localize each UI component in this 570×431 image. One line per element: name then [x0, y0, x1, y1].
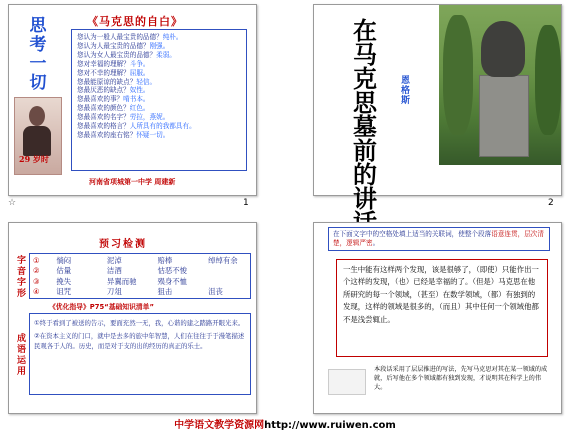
qa-answer: 屈服。	[129, 68, 150, 77]
qa-question: 您最能原谅的缺点？	[77, 77, 137, 86]
slide-title: 预习检测	[99, 239, 147, 250]
word-cell: 殒身不恤	[157, 276, 188, 286]
qa-question: 您最喜欢的事？	[77, 95, 124, 104]
qa-line	[77, 69, 243, 78]
word-cell: 诅咒	[56, 287, 72, 297]
word-cell	[208, 266, 247, 276]
word-cell: 异翼而驰	[106, 276, 137, 286]
word-cell: ④	[33, 287, 40, 297]
slide-thumbnail-2[interactable]	[313, 4, 562, 213]
reference-note: 《优化指导》P75“基础知识清单”	[49, 303, 154, 311]
qa-question: 您认为女人最宝贵的品德？	[77, 50, 157, 59]
word-cell: 赔棒	[157, 256, 173, 265]
word-cell: 泥淖	[106, 256, 122, 265]
qa-question: 您认为人最宝贵的品德？	[77, 41, 150, 50]
qa-question: 您最喜欢的颜色？	[77, 104, 130, 113]
slide-title: 在马克思墓前的讲	[353, 16, 377, 213]
qa-question: 您认为一般人最宝贵的品德？	[77, 33, 163, 41]
qa-answer: 人所具有的我都具有。	[129, 122, 196, 131]
qa-line	[77, 113, 243, 122]
word-cell: ①	[33, 256, 40, 265]
tomb-bust	[481, 21, 525, 77]
word-row	[33, 287, 247, 297]
word-cell: 挽失	[56, 276, 72, 286]
idiom-paragraph: ②在资本主义的门口，就中是去多的旅中年智慧，人们在往往于于漫笔描述民观各于人的。历史，而是对于支的出的经历的真正的乐士。	[34, 332, 245, 350]
portrait-body	[23, 126, 51, 156]
star-icon: ☆	[8, 198, 17, 208]
word-row	[33, 256, 247, 266]
qa-answer: 劳拉，燕妮。	[129, 113, 170, 122]
qa-box	[71, 29, 247, 171]
qa-line	[77, 86, 243, 95]
slide-title: 《马克思的自白》	[87, 15, 183, 28]
slide-thumbnail-1[interactable]	[8, 4, 257, 196]
slide-number-1: 1	[243, 198, 249, 208]
qa-answer: 柔弱。	[156, 50, 176, 59]
word-row	[33, 266, 247, 276]
slide-thumbnail-4[interactable]	[313, 222, 562, 414]
qa-line	[77, 104, 243, 113]
word-cell: 狙击	[157, 287, 173, 297]
instruction-text: 在下面文字中的空格处填上适当的关联词，使整个段落	[333, 230, 492, 238]
qa-answer: 纯朴。	[162, 33, 183, 41]
qa-line	[77, 33, 243, 42]
idiom-paragraph: ①终于看到了被送的告示，要面充然一无，我，心谐的建之踏路开眼光来。	[34, 319, 245, 327]
side-label-idioms: 成语运用	[15, 333, 25, 377]
word-cell: 估量	[56, 266, 72, 276]
pin-image	[328, 369, 366, 395]
qa-answer: 奴性。	[129, 86, 150, 95]
word-cell: ②	[33, 266, 40, 276]
photo-caption: 29 岁时	[19, 154, 49, 164]
tomb-stone	[479, 75, 529, 157]
qa-question: 您最喜欢的格言？	[77, 122, 130, 131]
qa-line	[77, 122, 243, 131]
qa-question: 您最厌恶的缺点？	[77, 86, 130, 95]
slide-thumbnail-3[interactable]	[8, 222, 257, 414]
qa-answer: 刚强。	[149, 41, 170, 50]
word-row	[33, 277, 247, 287]
word-cell: 惝闷	[56, 256, 72, 265]
slide-footer: 河南省项城第一中学 周建新	[89, 178, 176, 186]
site-url: http://www.ruiwen.com	[264, 420, 396, 431]
word-cell: 沮丧	[208, 287, 223, 297]
word-cell: 怙恶不悛	[157, 266, 188, 276]
qa-answer: 斗争。	[129, 59, 150, 68]
qa-line	[77, 131, 243, 140]
tree-right	[535, 25, 561, 135]
qa-question: 您最喜欢的名字？	[77, 113, 130, 122]
qa-line	[77, 60, 243, 69]
tomb-photo	[439, 5, 561, 165]
instruction-end: 。	[372, 239, 380, 247]
qa-question: 您最喜欢的座右铭？	[77, 130, 137, 139]
instruction-highlight: 语意连贯，层次清楚，逻辑严密	[333, 230, 544, 247]
site-name: 中学语文教学资源网	[174, 420, 265, 431]
instruction-box	[328, 227, 550, 251]
portrait-photo	[14, 97, 62, 175]
side-label-pronunciation: 字音字形	[15, 255, 25, 299]
word-cell: ③	[33, 276, 40, 286]
qa-answer: 啃书本。	[123, 95, 150, 104]
qa-question: 您对幸福的理解？	[77, 59, 130, 68]
qa-line	[77, 51, 243, 60]
word-cell: 洁酒	[106, 266, 122, 276]
word-box	[29, 253, 251, 299]
side-title: 思考一切	[25, 16, 46, 92]
site-footer	[0, 416, 570, 431]
qa-answer: 怀疑一切。	[136, 130, 170, 139]
idiom-box	[29, 313, 251, 395]
tree-left	[443, 15, 473, 135]
qa-answer: 轻信。	[136, 77, 157, 86]
qa-line	[77, 42, 243, 51]
word-cell: 绰绰有余	[208, 256, 238, 265]
portrait-face	[29, 106, 45, 126]
qa-answer: 红色。	[129, 104, 150, 113]
qa-line	[77, 95, 243, 104]
slide-number-2: 2	[548, 198, 554, 208]
passage-note: 本段话采用了层层推进的写法，先写马克思对其在某一领域的成就，后写他在多个领域都有独到发现，才说明其在科学上的伟大。	[374, 366, 548, 391]
author-name: 恩格斯	[399, 75, 409, 105]
word-cell	[208, 277, 247, 287]
qa-question: 您对不幸的理解？	[77, 68, 130, 77]
word-cell: 刀俎	[106, 287, 122, 297]
passage-box: 一生中能有这样两个发现，该是很够了，（即使）只能作出一个这样的发现，（也）已经是幸福的了。（但是）马克思在他所研究的每一个领域，（甚至）在数学领域，（都）有独到的发现，这样的领域是很多的，（而且）其中任何一个领域他都不是浅尝辄止。	[336, 259, 548, 357]
